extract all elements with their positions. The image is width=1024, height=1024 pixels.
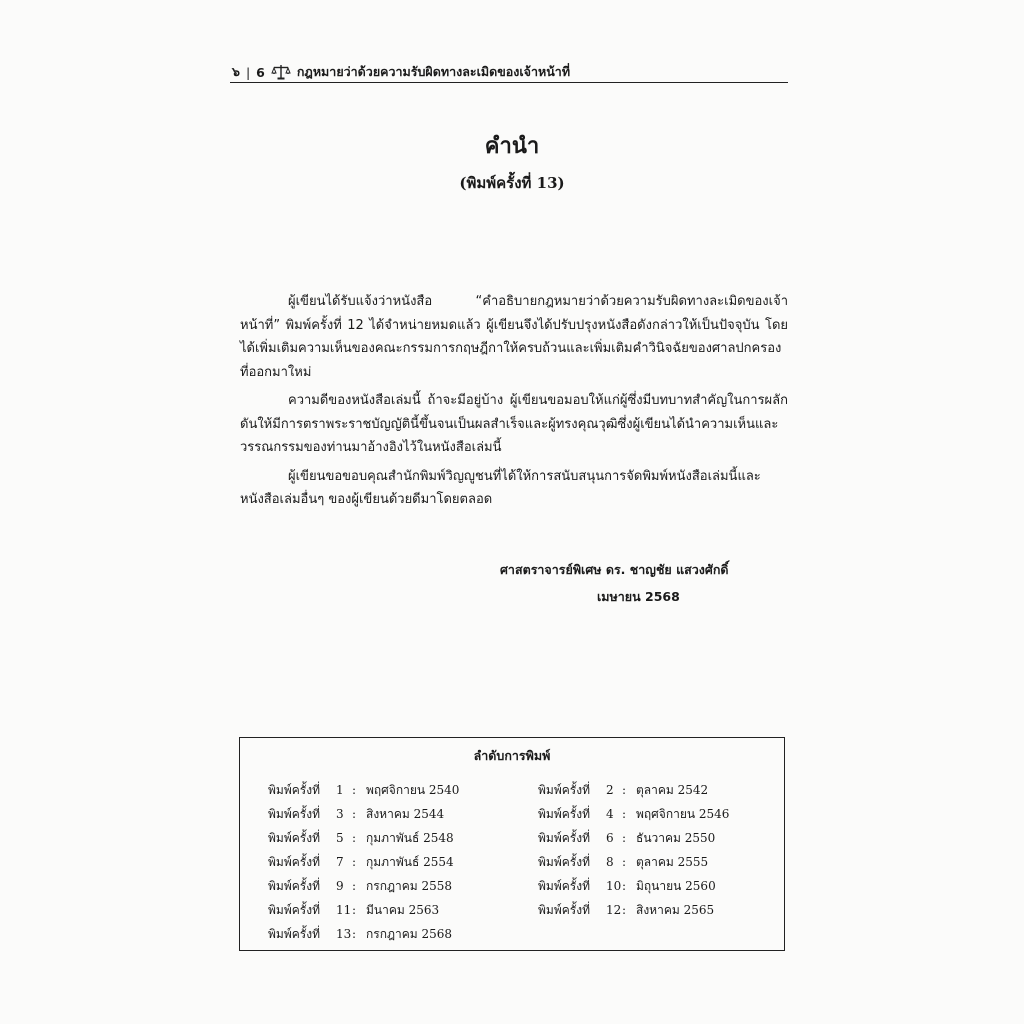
colon: :	[622, 903, 627, 917]
edition-label: พิมพ์ครั้งที่	[268, 926, 320, 941]
edition-row	[538, 898, 729, 922]
preface-body	[240, 290, 788, 517]
edition-label: พิมพ์ครั้งที่	[268, 878, 320, 893]
edition-row	[268, 922, 459, 946]
print-history-left-column	[268, 778, 459, 946]
paragraph: ความดีของหนังสือเล่มนี้ ถ้าจะมีอยู่บ้าง ผู้เขียนขอมอบให้แก่ผู้ซึ่งมีบทบาทสำคัญในการผลักดันให้มีการตราพระราชบัญญัตินี้ขึ้นจนเป็นผลสำเร็จและผู้ทรงคุณวุฒิซึ่งผู้เขียนได้นำความเห็นและวรรณกรรมของท่านมาอ้างอิงไว้ในหนังสือเล่มนี้	[240, 393, 788, 455]
edition-row	[268, 898, 459, 922]
edition-row	[268, 778, 459, 802]
page-number: 6	[256, 64, 265, 80]
author-signature: ศาสตราจารย์พิเศษ ดร. ชาญชัย แสวงศักดิ์	[500, 562, 729, 577]
edition-date: สิงหาคม 2565	[636, 902, 715, 917]
edition-number: 11	[336, 903, 352, 917]
colon: :	[352, 903, 357, 917]
page-number-thai: ๖	[232, 64, 240, 79]
edition-label: พิมพ์ครั้งที่	[538, 830, 590, 845]
colon: :	[352, 783, 357, 797]
edition-number: 7	[336, 855, 344, 869]
edition-number: 5	[336, 831, 344, 845]
header-rule	[230, 82, 788, 83]
edition-row	[538, 826, 729, 850]
edition-number: 13	[336, 927, 352, 941]
edition-label: พิมพ์ครั้งที่	[538, 782, 590, 797]
edition-number: 9	[336, 879, 344, 893]
colon: :	[622, 879, 627, 893]
signature-date: เมษายน 2568	[597, 589, 680, 604]
edition-label: พิมพ์ครั้งที่	[538, 878, 590, 893]
edition-row	[268, 874, 459, 898]
edition-label: พิมพ์ครั้งที่	[268, 830, 320, 845]
edition-number: 4	[606, 807, 614, 821]
colon: :	[352, 831, 357, 845]
page-subtitle: (พิมพ์ครั้งที่ 13)	[459, 174, 565, 192]
edition-number: 10	[606, 879, 622, 893]
paragraph: ผู้เขียนได้รับแจ้งว่าหนังสือ “คำอธิบายกฎหมายว่าด้วยความรับผิดทางละเมิดของเจ้าหน้าที่” พิมพ์ครั้งที่ 12 ได้จำหน่ายหมดแล้ว ผู้เขียนจึงได้ปรับปรุงหนังสือดังกล่าวให้เป็นปัจจุบัน โดยได้เพิ่มเติมความเห็นของคณะกรรมการกฤษฎีกาให้ครบถ้วนและเพิ่มเติมคำวินิจฉัยของศาลปกครองที่ออกมาใหม่	[240, 294, 788, 380]
edition-row	[538, 874, 729, 898]
edition-date: กุมภาพันธ์ 2554	[366, 854, 454, 869]
colon: :	[622, 807, 627, 821]
colon: :	[622, 831, 627, 845]
edition-date: พฤศจิกายน 2546	[636, 806, 730, 821]
print-history-box	[239, 737, 785, 951]
edition-row	[268, 802, 459, 826]
page-number-separator: |	[245, 64, 251, 80]
colon: :	[622, 783, 627, 797]
edition-date: มิถุนายน 2560	[636, 878, 716, 893]
edition-number: 1	[336, 783, 344, 797]
colon: :	[352, 855, 357, 869]
scales-of-justice-icon	[271, 64, 291, 80]
edition-number: 3	[336, 807, 344, 821]
edition-date: กรกฎาคม 2558	[366, 878, 453, 893]
edition-date: ธันวาคม 2550	[636, 830, 716, 845]
edition-date: ตุลาคม 2542	[636, 782, 709, 797]
edition-label: พิมพ์ครั้งที่	[268, 854, 320, 869]
edition-label: พิมพ์ครั้งที่	[268, 806, 320, 821]
edition-number: 8	[606, 855, 614, 869]
edition-row	[268, 850, 459, 874]
print-history-right-column	[538, 778, 729, 922]
edition-label: พิมพ์ครั้งที่	[268, 782, 320, 797]
edition-label: พิมพ์ครั้งที่	[538, 902, 590, 917]
edition-date: กุมภาพันธ์ 2548	[366, 830, 454, 845]
edition-date: ตุลาคม 2555	[636, 854, 709, 869]
page-title: คำนำ	[484, 133, 540, 159]
edition-date: สิงหาคม 2544	[366, 806, 445, 821]
edition-date: มีนาคม 2563	[366, 902, 440, 917]
edition-number: 12	[606, 903, 622, 917]
colon: :	[352, 927, 357, 941]
edition-row	[538, 778, 729, 802]
colon: :	[352, 807, 357, 821]
edition-row	[268, 826, 459, 850]
edition-date: กรกฎาคม 2568	[366, 926, 453, 941]
paragraph: ผู้เขียนขอขอบคุณสำนักพิมพ์วิญญูชนที่ได้ให้การสนับสนุนการจัดพิมพ์หนังสือเล่มนี้และหนังสือเล่มอื่นๆ ของผู้เขียนด้วยดีมาโดยตลอด	[240, 468, 761, 507]
print-history-title: ลำดับการพิมพ์	[473, 748, 551, 763]
edition-number: 6	[606, 831, 614, 845]
colon: :	[622, 855, 627, 869]
edition-row	[538, 850, 729, 874]
edition-number: 2	[606, 783, 614, 797]
book-title-header: กฎหมายว่าด้วยความรับผิดทางละเมิดของเจ้าหน้าที่	[296, 64, 571, 79]
edition-row	[538, 802, 729, 826]
edition-label: พิมพ์ครั้งที่	[268, 902, 320, 917]
running-head	[232, 62, 788, 82]
edition-date: พฤศจิกายน 2540	[366, 782, 460, 797]
edition-label: พิมพ์ครั้งที่	[538, 854, 590, 869]
edition-label: พิมพ์ครั้งที่	[538, 806, 590, 821]
colon: :	[352, 879, 357, 893]
